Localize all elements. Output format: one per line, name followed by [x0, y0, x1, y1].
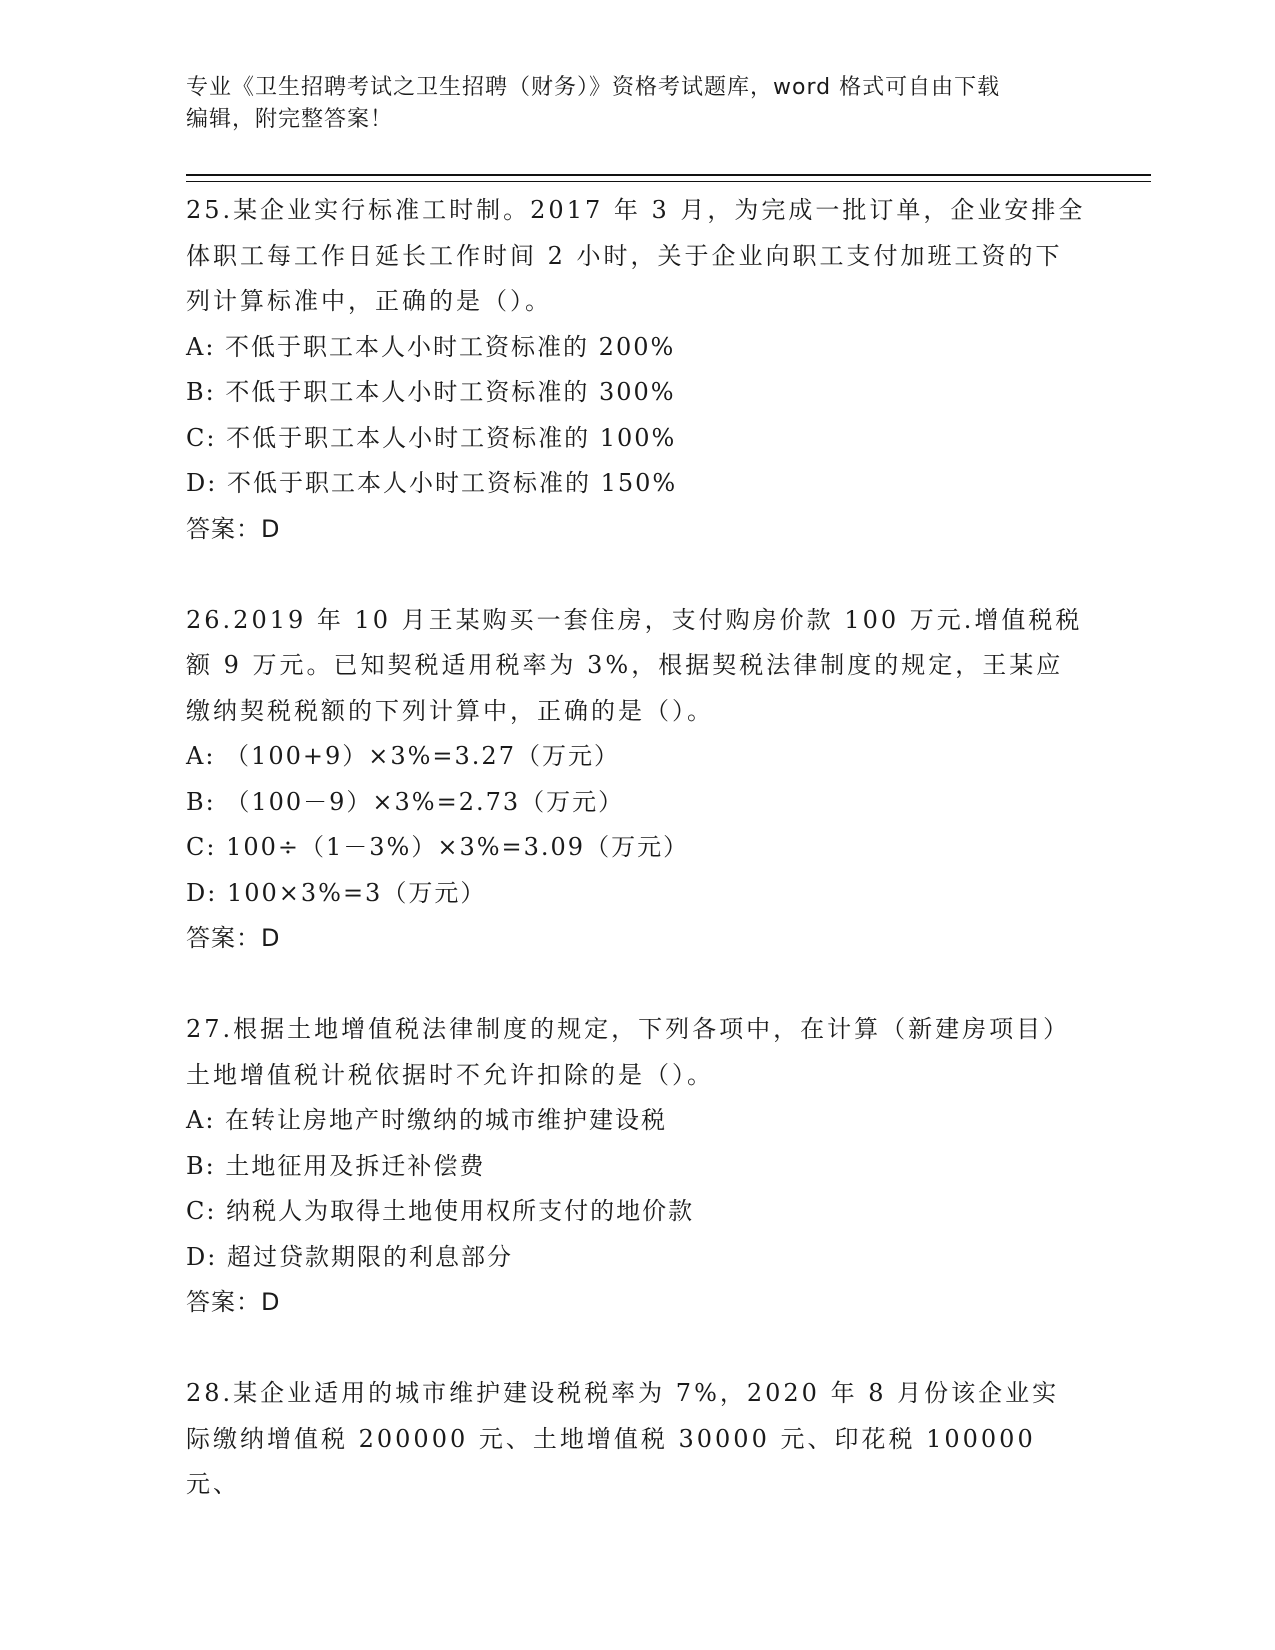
header-divider-thin [186, 181, 1151, 182]
question-28 [186, 1371, 1086, 1508]
answer-label: 答案：D [186, 1288, 281, 1316]
header-divider-thick [186, 174, 1151, 176]
option-b: B: 土地征用及拆迁补偿费 [186, 1151, 486, 1180]
spacer [186, 552, 1086, 598]
question-text: 28.某企业适用的城市维护建设税税率为 7%，2020 年 8 月份该企业实际缴纳增值税 200000 元、土地增值税 30000 元、印花税 100000 元、 [186, 1379, 1060, 1498]
answer-label: 答案：D [186, 514, 281, 543]
option-b: B: 不低于职工本人小时工资标准的 300% [186, 378, 676, 406]
header-line-2: 编辑，附完整答案！ [186, 107, 394, 132]
question-26 [186, 598, 1086, 962]
answer-label: 答案：D [186, 924, 281, 952]
question-text: 27.根据土地增值税法律制度的规定，下列各项中，在计算（新建房项目）土地增值税计税依据时不允许扣除的是（）。 [186, 1015, 1071, 1089]
question-25 [186, 188, 1086, 552]
question-text: 25.某企业实行标准工时制。2017 年 3 月，为完成一批订单，企业安排全体职工每工作日延长工作时间 2 小时，关于企业向职工支付加班工资的下列计算标准中，正确的是（）。 [186, 196, 1086, 315]
spacer [186, 962, 1086, 1008]
option-c: C: 不低于职工本人小时工资标准的 100% [186, 423, 677, 452]
spacer [186, 1326, 1086, 1372]
header-line-1: 专业《卫生招聘考试之卫生招聘（财务）》资格考试题库，word 格式可自由下载 [186, 75, 1001, 100]
option-a: A: 不低于职工本人小时工资标准的 200% [186, 332, 676, 361]
question-27 [186, 1007, 1086, 1326]
option-c: C: 100÷（1－3%）×3%=3.09（万元） [186, 833, 690, 861]
option-d: D: 超过贷款期限的利息部分 [186, 1242, 513, 1271]
question-list [186, 188, 1086, 1508]
document-header [186, 72, 1086, 136]
option-a: A: 在转让房地产时缴纳的城市维护建设税 [186, 1106, 668, 1134]
question-text: 26.2019 年 10 月王某购买一套住房，支付购房价款 100 万元.增值税税额 9 万元。已知契税适用税率为 3%，根据契税法律制度的规定，王某应缴纳契税税额的下列计算中，正确的是（）。 [186, 605, 1083, 725]
option-a: A: （100+9）×3%=3.27（万元） [186, 742, 620, 770]
option-d: D: 100×3%=3（万元） [186, 878, 487, 907]
option-d: D: 不低于职工本人小时工资标准的 150% [186, 469, 678, 497]
option-b: B: （100－9）×3%=2.73（万元） [186, 787, 625, 816]
option-c: C: 纳税人为取得土地使用权所支付的地价款 [186, 1197, 695, 1225]
